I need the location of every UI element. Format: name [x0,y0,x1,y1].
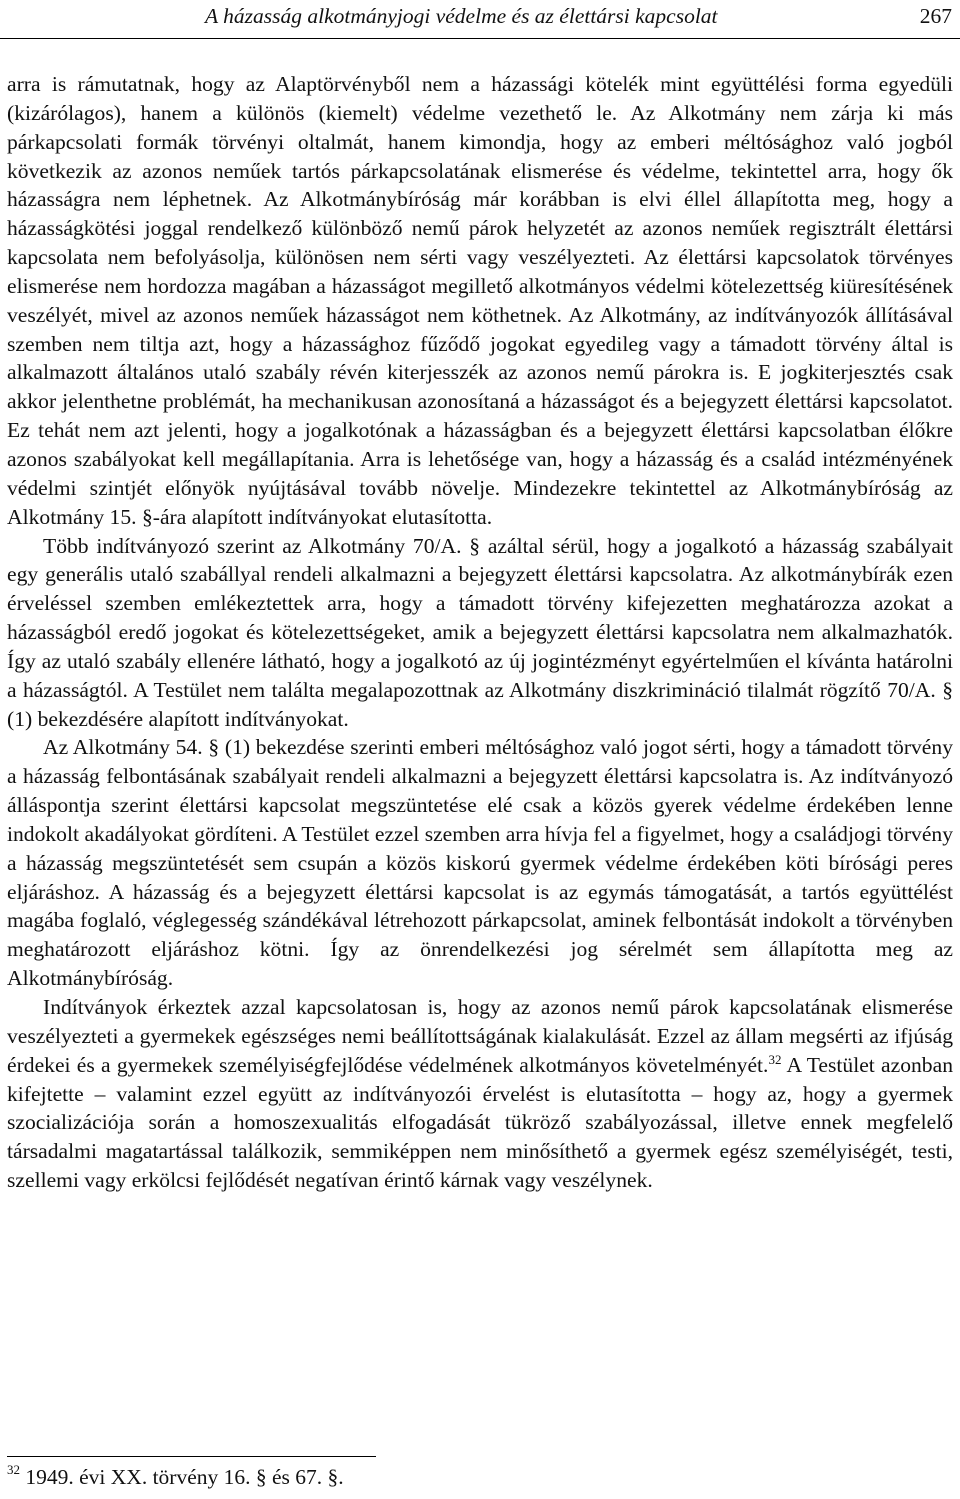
footnote [7,1462,344,1490]
running-title: A házasság alkotmányjogi védelme és az élettársi kapcsolat [205,4,718,28]
paragraph [7,532,953,734]
footnote-reference[interactable]: 32 [768,1051,782,1067]
footnote-text: 1949. évi XX. törvény 16. § és 67. §. [25,1465,344,1489]
body-text [7,70,953,1195]
paragraph-text: arra is rámutatnak, hogy az Alaptörvényből nem a házassági kötelék mint együttélési forma egyedüli (kizárólagos), hanem a különös (kiemelt) védelme vezethető le. Az Alkotmány nem zárja ki más párkapcsolati formák törvényi oltalmát, hanem kimondja, hogy az emberi méltósághoz való jogból következik az azonos neműek tartós párkapcsolatának elismerése és védelme, tekintettel arra, hogy ők házasságra nem léphetnek. Az Alkotmánybíróság már korábban is elvi éllel állapította meg, hogy a házasságkötési joggal rendelkező különböző nemű párok helyzetét az azonos neműek regisztrált élettársi kapcsolata nem befolyásolja, különösen nem sérti vagy veszélyezteti. Az élettársi kapcsolatok törvényes elismerése nem hordozza magában a házasságot megillető alkotmányos védelmi kötelezettség kiüresítésének veszélyét, mivel az azonos neműek házasságot nem köthetnek. Az Alkotmány, az indítványozók állításával szemben nem tiltja azt, hogy a házassághoz fűződő jogokat egyedileg vagy a támadott törvény által is alkalmazott általános utaló szabály révén kiterjesszék az azonos nemű párokra is. E jogkiterjesztés csak akkor jelenthetne problémát, ha mechanikusan azonosítaná a házasságot és a bejegyzett élettársi kapcsolatot. Ez tehát nem azt jelenti, hogy a jogalkotónak a házasságban és a bejegyzett élettársi kapcsolatban élőkre azonos szabályokat kell megállapítania. Arra is lehetősége van, hogy a házasság és a család intézményének védelmi szintjét előnyök nyújtásával tovább növelje. Mindezekre tekintettel az Alkotmánybíróság az Alkotmány 15. §-ára alapított indítványokat elutasította. [7,72,953,529]
paragraph [7,993,953,1195]
paragraph [7,733,953,993]
paragraph [7,70,953,532]
paragraph-text: Az Alkotmány 54. § (1) bekezdése szerinti emberi méltósághoz való jogot sérti, hogy a támadott törvény a házasság felbontásának szabályait rendeli alkalmazni a bejegyzett élettársi kapcsolatra is. Az indítványozó álláspontja szerint élettársi kapcsolat megszüntetése elé csak a közös gyerek védelme érdekében lenne indokolt akadályokat gördíteni. A Testület ezzel szemben arra hívja fel a figyelmet, hogy a családjogi törvény a házasság megszüntetését sem csupán a közös kiskorú gyermek védelme érdekében köti bírósági peres eljáráshoz. A házasság és a bejegyzett élettársi kapcsolat is az egymás támogatását, a tartós együttélést magába foglaló, véglegesség szándékával létrehozott párkapcsolat, aminek felbontását indokolt a törvényben meghatározott eljáráshoz kötni. Így az önrendelkezési jog sérelmét sem állapította meg az Alkotmánybíróság. [7,735,953,991]
page-number: 267 [919,4,952,28]
paragraph-text-continued: A Testület azonban kifejtette – valamint ezzel együtt az indítványozói érvelést is elutasította – hogy az, hogy a gyermek szocializációja során a homoszexualitás elfogadását tükröző szabályozással, illetve ennek megfelelő társadalmi magatartással találkozik, semmiképpen nem minősíthető a gyermek egész személyiségét, testi, szellemi vagy erkölcsi fejlődését negatívan érintő kárnak vagy veszélynek. [7,1052,953,1193]
footnote-separator [7,1456,376,1457]
paragraph-text: Több indítványozó szerint az Alkotmány 70/A. § azáltal sérül, hogy a jogalkotó a házasság szabályait egy generális utaló szabállyal rendeli alkalmazni a bejegyzett élettársi kapcsolatra. Az alkotmánybírák ezen érveléssel szemben emlékeztettek arra, hogy a támadott törvény kifejezetten meghatározza azokat a házasságból eredő jogokat és kötelezettségeket, amik a bejegyzett élettársi kapcsolatra nem alkalmazhatók. Így az utaló szabály ellenére látható, hogy a jogalkotó az új jogintézményt egyértelműen el kívánta határolni a házasságtól. A Testület nem találta megalapozottnak az Alkotmány diszkrimináció tilalmát rögzítő 70/A. § (1) bekezdésére alapított indítványokat. [7,533,953,731]
paragraph-text: Indítványok érkeztek azzal kapcsolatosan is, hogy az azonos nemű párok kapcsolatának elismerése veszélyezteti a gyermekek egészséges nemi beállítottságának kialakulását. Ezzel az állam megsérti az ifjúság érdekei és a gyermekek személyiségfejlődése védelmének alkotmányos követelményét. [7,995,953,1077]
footnote-number: 32 [7,1462,20,1477]
running-header [0,0,960,39]
